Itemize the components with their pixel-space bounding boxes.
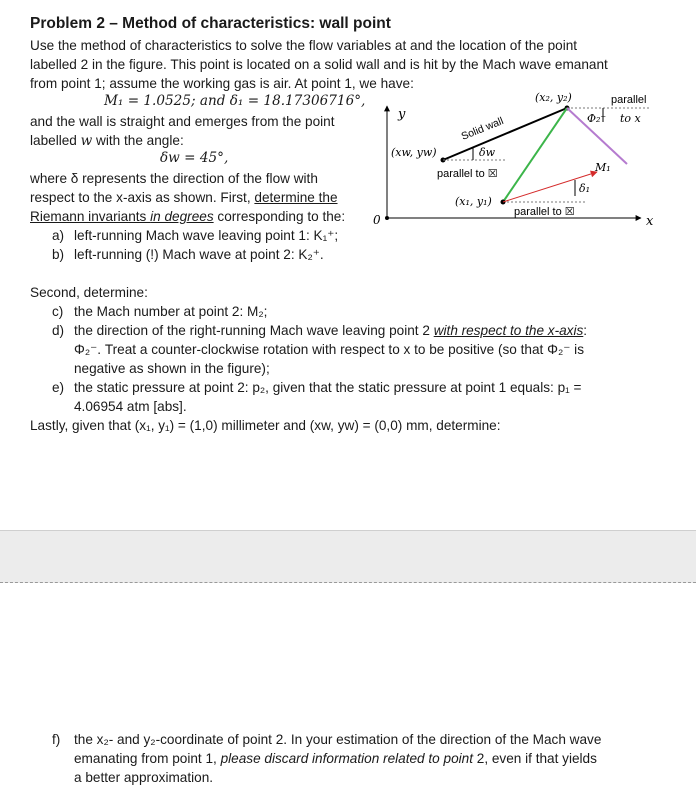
delta-line-3b: in degrees bbox=[150, 209, 214, 224]
phi-label: Φ₂⁻ bbox=[587, 112, 607, 125]
item-b bbox=[52, 245, 324, 264]
wall-line-2-pre: labelled bbox=[30, 133, 81, 148]
item-c bbox=[52, 302, 267, 321]
problem-title: Problem 2 – Method of characteristics: wall point bbox=[30, 15, 391, 32]
wall-line-2-post: with the angle: bbox=[92, 133, 184, 148]
item-f-label: f) bbox=[52, 732, 61, 747]
parallel-1-label: parallel to ☒ bbox=[514, 206, 575, 218]
wall-point-var: w bbox=[80, 133, 93, 149]
origin-point bbox=[385, 216, 389, 220]
point-2-label: (x₂, y₂) bbox=[535, 91, 572, 104]
wall-line-2 bbox=[30, 131, 370, 151]
second-heading: Second, determine: bbox=[30, 285, 148, 300]
item-d-text-a: the direction of the right-running Mach wave leaving point 2 bbox=[74, 323, 434, 338]
intro-line-2: labelled 2 in the figure. This point is located on a solid wall and is hit by the Mach wave emanant bbox=[30, 57, 608, 72]
item-d-text-b: with respect to the x-axis bbox=[433, 323, 584, 338]
x-axis-label: x bbox=[646, 214, 654, 229]
item-e-text: the static pressure at point 2: p₂, given that the static pressure at point 1 equals: p₁ = bbox=[74, 380, 582, 395]
item-d-text-c: : bbox=[583, 323, 588, 338]
to-x-label: to x bbox=[620, 112, 641, 125]
m1-label: M₁ bbox=[595, 161, 611, 174]
item-f bbox=[52, 730, 601, 749]
point-1-label: (x₁, y₁) bbox=[455, 195, 492, 208]
delta-line-3c: corresponding to the: bbox=[213, 209, 346, 224]
item-e-label: e) bbox=[52, 380, 65, 395]
item-f-line-1: the x₂- and y₂-coordinate of point 2. In your estimation of the direction of the Mach wave bbox=[74, 732, 602, 747]
delta-line-2a: respect to the x-axis as shown. First, bbox=[30, 190, 255, 205]
parallel-w-label: parallel to ☒ bbox=[437, 168, 498, 180]
page-separator-band bbox=[0, 530, 696, 583]
origin-label: 0 bbox=[373, 213, 381, 227]
item-a-label: a) bbox=[52, 228, 65, 243]
page-break-dashed-line bbox=[0, 582, 696, 583]
item-e-line-2: 4.06954 atm [abs]. bbox=[74, 399, 187, 414]
item-b-text: left-running (!) Mach wave at point 2: K₂⁺. bbox=[74, 247, 324, 262]
delta-line-3a: Riemann invariants bbox=[30, 209, 151, 224]
intro-line-1: Use the method of characteristics to solve the flow variables at and the location of the point bbox=[30, 38, 578, 53]
delta-line-2 bbox=[30, 188, 370, 207]
item-f-line-2a: emanating from point 1, bbox=[74, 751, 221, 766]
item-d-label: d) bbox=[52, 323, 65, 338]
item-f-line-2b: please discard information related to point bbox=[220, 751, 473, 766]
item-c-label: c) bbox=[52, 304, 64, 319]
item-a bbox=[52, 226, 338, 245]
delta-line-2b: determine the bbox=[254, 190, 338, 205]
intro-line-3: from point 1; assume the working gas is air. At point 1, we have: bbox=[30, 76, 414, 91]
wall-line-1: and the wall is straight and emerges from the point bbox=[30, 114, 335, 129]
delta-1-label: δ₁ bbox=[579, 182, 591, 195]
solid-wall-label: Solid wall bbox=[459, 115, 506, 143]
delta-line-3 bbox=[30, 207, 370, 226]
point-w-label: (xw, yw) bbox=[391, 146, 437, 159]
delta-line-1: where δ represents the direction of the flow with bbox=[30, 171, 318, 186]
lastly-line: Lastly, given that (x₁, y₁) = (1,0) millimeter and (xw, yw) = (0,0) mm, determine: bbox=[30, 418, 501, 433]
item-f-line-2 bbox=[74, 749, 597, 768]
item-e bbox=[52, 378, 581, 397]
item-c-text: the Mach number at point 2: M₂; bbox=[74, 304, 268, 319]
item-b-label: b) bbox=[52, 247, 65, 262]
item-f-line-2c: 2, even if that yields bbox=[472, 751, 597, 766]
delta-w-label: δw bbox=[479, 146, 496, 159]
parallel-top-label: parallel bbox=[611, 94, 647, 106]
characteristics-figure bbox=[365, 84, 665, 234]
item-f-line-3: a better approximation. bbox=[74, 770, 214, 785]
item-d bbox=[52, 321, 587, 340]
y-axis-label: y bbox=[398, 107, 406, 122]
m1-delta1-equation: M₁ = 1.0525; and δ₁ = 18.17306716°, bbox=[104, 93, 366, 109]
delta-w-equation: δw = 45°, bbox=[160, 150, 229, 166]
item-a-text: left-running Mach wave leaving point 1: K₁⁺; bbox=[74, 228, 339, 243]
item-d-line-2: Φ₂⁻. Treat a counter-clockwise rotation with respect to x to be positive (so that Φ₂⁻ is bbox=[74, 342, 584, 357]
item-d-line-3: negative as shown in the figure); bbox=[74, 361, 270, 376]
